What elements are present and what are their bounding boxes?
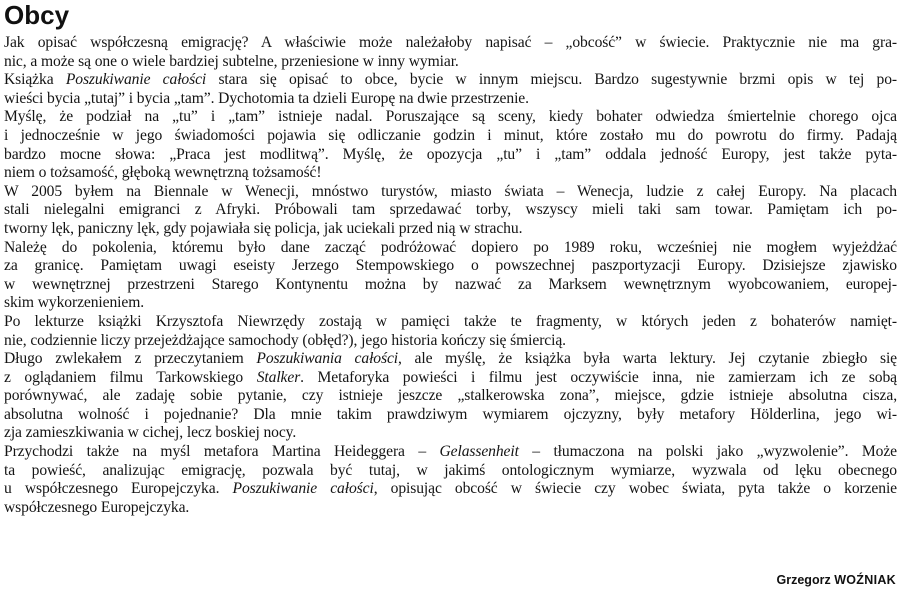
text-run: ta powieść, analizując emigrację, pozwala być tutaj, w jakimś ontologicznym wymiarze, wyzwala od lęku obecnego	[4, 461, 897, 479]
text-line	[4, 201, 897, 220]
text-run: Długo zwlekałem z przeczytaniem	[4, 350, 257, 368]
text-line	[4, 146, 897, 165]
text-line	[4, 462, 897, 481]
text-run: i jednocześnie w jego świadomości pojawia się odliczanie godzin i minut, które zostało mu do powrotu do firmy. Padają	[4, 126, 897, 144]
article-title: Obcy	[4, 0, 70, 30]
text-run: Jak opisać współczesną emigrację? A właściwie może należałoby napisać – „obcość” w świecie. Praktycznie nie ma gra-	[4, 34, 897, 51]
text-line	[4, 53, 897, 72]
text-run: – tłumaczona na polski jako „wyzwolenie”. Może	[518, 443, 897, 461]
text-run: w wewnętrznej przestrzeni Starego Kontynentu można by nazwać za Marksem wewnętrznym wyobcowaniem, europej-	[4, 275, 897, 293]
text-run: nic, a może są one o wiele bardziej subtelne, przeniesione w inny wymiar.	[4, 52, 459, 70]
text-run: Książka	[4, 71, 66, 89]
text-line	[4, 127, 897, 146]
italic-title-text: Poszukiwania całości	[256, 350, 399, 368]
article-author	[777, 572, 896, 588]
text-line	[4, 34, 897, 53]
text-line	[4, 239, 897, 258]
text-run: Należę do pokolenia, któremu było dane zacząć podróżować dopiero po 1989 roku, wcześniej nie mogłem wyjeżdżać	[4, 238, 897, 256]
article-body	[4, 34, 897, 517]
italic-title-text: Gelassenheit	[439, 443, 519, 461]
text-run: stara się opisać to obce, bycie w innym miejscu. Bardzo sugestywnie brzmi opis w tej po-	[206, 71, 897, 89]
text-line	[4, 369, 897, 388]
text-run: współczesnego Europejczyka.	[4, 498, 190, 516]
text-run: tworny lęk, paniczny lęk, gdy pojawiała się policja, jak uciekali przed nią w strachu.	[4, 219, 523, 237]
text-line	[4, 257, 897, 276]
text-run: z oglądaniem filmu Tarkowskiego	[4, 368, 257, 386]
italic-title-text: Stalker	[256, 368, 301, 386]
text-run: porównywać, ale zadaję sobie pytanie, czy istnieje jeszcze „stalkerowska zona”, miejsce, gdzie istnieje absolutna cisza,	[4, 387, 897, 405]
article-paragraph	[4, 108, 897, 182]
text-run: Przychodzi także na myśl metafora Martina Heideggera –	[4, 443, 440, 461]
text-line	[4, 480, 897, 499]
text-run: wieści bycia „tutaj” i bycia „tam”. Dychotomia ta dzieli Europę na dwie przestrzenie.	[4, 89, 529, 107]
italic-title-text: Poszukiwanie całości	[65, 71, 207, 89]
text-line	[4, 164, 897, 183]
text-line	[4, 332, 897, 351]
author-last-name: WOŹNIAK	[834, 573, 896, 587]
author-first-name: Grzegorz	[776, 573, 831, 587]
text-run: za granicę. Pamiętam uwagi eseisty Jerzego Stempowskiego o powszechnej paszportyzacji Europy. Dzisiejsze zjawisko	[4, 257, 897, 275]
text-run: , ale myślę, że książka była warta lektury. Jej czytanie zbiegło się	[398, 350, 897, 368]
text-run: nie, codziennie liczy przejeżdżające samochody (obłęd?), jego historia kończy się śmiercią.	[4, 331, 566, 349]
text-line	[4, 294, 897, 313]
article-paragraph	[4, 239, 897, 313]
text-run: skim wykorzenieniem.	[4, 294, 145, 312]
text-run: stali nielegalni emigranci z Afryki. Próbowali tam sprzedawać torby, wszyscy mieli taki sam towar. Pamiętam ich po-	[4, 201, 897, 219]
text-run: absolutna wolność i pojednanie? Dla mnie takim prawdziwym wymiarem ojczyzny, były metafory Hölderlina, jego wi-	[4, 405, 897, 423]
text-line	[4, 108, 897, 127]
text-line	[4, 499, 897, 518]
text-run: W 2005 byłem na Biennale w Wenecji, mnóstwo turystów, miasto świata – Wenecja, ludzie z całej Europy. Na placach	[4, 182, 897, 200]
article-paragraph	[4, 443, 897, 517]
text-run: Po lekturze książki Krzysztofa Niewrzędy zostają w pamięci także te fragmenty, w których jeden z bohaterów namięt-	[4, 312, 897, 330]
text-line	[4, 183, 897, 202]
article-paragraph	[4, 34, 897, 71]
text-line	[4, 313, 897, 332]
text-run: u współczesnego Europejczyka.	[4, 480, 233, 498]
article-paragraph	[4, 350, 897, 443]
text-run: , opisując obcość w świecie czy wobec świata, pyta także o korzenie	[373, 480, 897, 498]
text-line	[4, 387, 897, 406]
text-line	[4, 350, 897, 369]
text-line	[4, 276, 897, 295]
text-line	[4, 90, 897, 109]
article-paragraph	[4, 71, 897, 108]
article-paragraph	[4, 313, 897, 350]
text-run: bardzo mocne słowa: „Praca jest modlitwą”. Myślę, że opozycja „tu” i „tam” oddala jedność Europy, jest także pyta-	[4, 145, 897, 163]
text-run: Myślę, że podział na „tu” i „tam” istnieje nadal. Poruszające są sceny, kiedy bohater odwiedza śmiertelnie chorego ojca	[4, 108, 897, 126]
article-paragraph	[4, 183, 897, 239]
text-run: niem o tożsamość, głęboką wewnętrzną tożsamość!	[4, 164, 322, 182]
text-line	[4, 424, 897, 443]
italic-title-text: Poszukiwanie całości	[232, 480, 374, 498]
text-line	[4, 71, 897, 90]
text-line	[4, 406, 897, 425]
text-line	[4, 443, 897, 462]
text-run: zja zamieszkiwania w cichej, lecz boskiej nocy.	[4, 424, 297, 442]
text-run: . Metaforyka powieści i filmu jest oczywiście inna, nie zamierzam ich ze sobą	[300, 368, 897, 386]
text-line	[4, 220, 897, 239]
